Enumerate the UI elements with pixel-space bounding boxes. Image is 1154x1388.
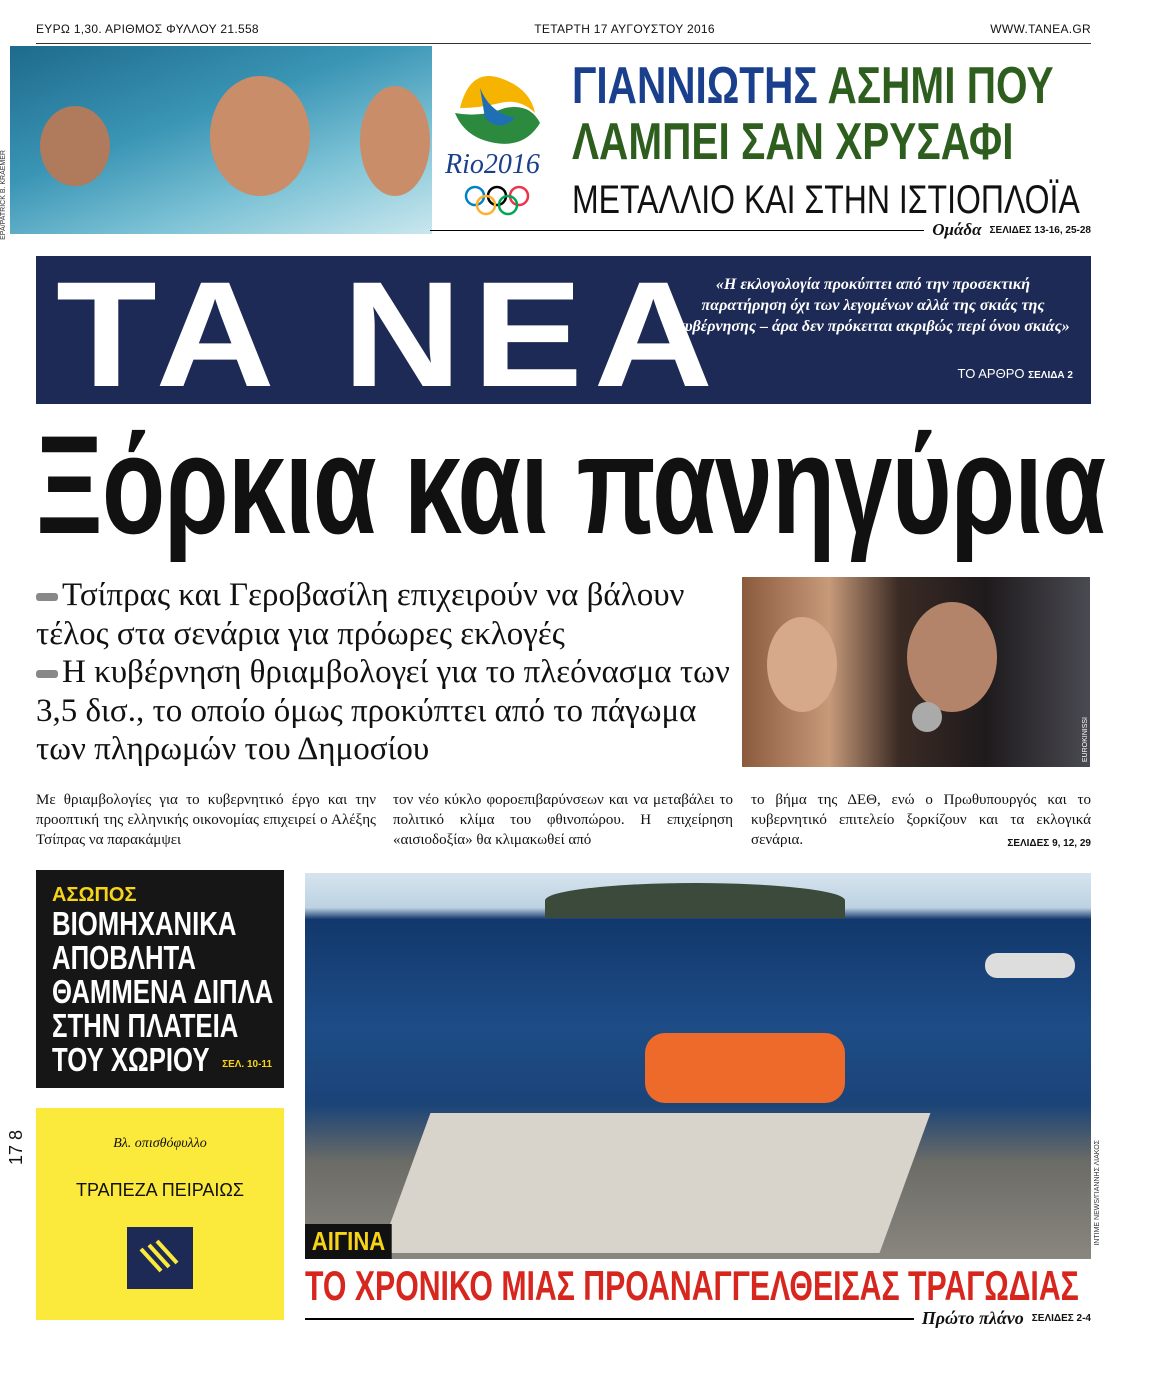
editorial-ref-page: ΣΕΛΙΔΑ 2: [1028, 370, 1073, 381]
asopos-pages: ΣΕΛ. 10-11: [222, 1059, 272, 1070]
aegina-section-ref[interactable]: [305, 1308, 1091, 1329]
bullet-dash-icon: [36, 593, 58, 601]
asopos-box[interactable]: [36, 870, 284, 1088]
divider: [305, 1318, 914, 1320]
sports-headline-name: ΓΙΑΝΝΙΩΤΗΣ: [572, 57, 818, 115]
microphone-icon: [912, 702, 942, 732]
bank-ad[interactable]: [36, 1108, 284, 1320]
island: [545, 883, 845, 918]
section-pages: ΣΕΛΙΔΕΣ 2-4: [1031, 1313, 1091, 1324]
asopos-line: ΤΟΥ ΧΩΡΙΟΥ: [52, 1041, 210, 1078]
asopos-line: ΑΠΟΒΛΗΤΑ: [52, 939, 196, 976]
photo-credit: EPA/PATRICK B. KRAEMER: [0, 150, 7, 240]
boat-wreck: [380, 1113, 931, 1253]
rio2016-logo: [440, 58, 555, 218]
asopos-kicker: ΑΣΩΠΟΣ: [52, 884, 137, 906]
rescue-boat: [985, 953, 1075, 978]
ad-bank-name: ΤΡΑΠΕΖΑ ΠΕΙΡΑΙΩΣ: [76, 1180, 244, 1200]
sports-headline-line2: ΛΑΜΠΕΙ ΣΑΝ ΧΡΥΣΑΦΙ: [572, 113, 1014, 171]
lead-body-col3: [751, 790, 1091, 854]
lead-pages: ΣΕΛΙΔΕΣ 9, 12, 29: [1007, 838, 1091, 849]
editorial-ref-label: ΤΟ ΑΡΘΡΟ: [957, 366, 1025, 381]
issue-date: ΤΕΤΑΡΤΗ 17 ΑΥΓΟΥΣΤΟΥ 2016: [534, 22, 715, 36]
sports-section-ref[interactable]: [430, 220, 1091, 240]
bullet-item: [36, 653, 736, 769]
main-headline[interactable]: Ξόρκια και πανηγύρια: [36, 406, 1106, 563]
asopos-line: ΘΑΜΜΕΝΑ ΔΙΠΛΑ: [52, 973, 274, 1010]
editorial-ref[interactable]: [958, 366, 1073, 381]
sports-headline[interactable]: [572, 58, 1054, 170]
lead-body-col2: τον νέο κύκλο φοροεπιβαρύνσεων και να μεταβάλει το πολιτικό κλίμα του φθινοπώρου. Η επιχείρηση «αισιοδοξία» θα κλιμακωθεί από: [393, 792, 733, 848]
lead-body-col3-text: το βήμα της ΔΕΘ, ενώ ο Πρωθυπουργός και το κυβερνητικό επιτελείο ξορκίζουν και τα εκλογικά σενάρια.: [751, 792, 1091, 848]
asopos-line: ΣΤΗΝ ΠΛΑΤΕΙΑ: [52, 1007, 239, 1044]
newspaper-title: ΤΑ ΝΕΑ: [56, 250, 724, 418]
sports-headline-rest: ΑΣΗΜΙ ΠΟΥ: [827, 57, 1054, 115]
ad-note: Βλ. οπισθόφυλλο: [113, 1136, 207, 1151]
swimmers-photo: [10, 46, 432, 234]
photo-credit: INTIME NEWS/ΓΙΑΝΝΗΣ ΛΙΑΚΟΣ: [1094, 1140, 1101, 1246]
photo-credit: EUROKINISSI: [1082, 716, 1089, 762]
bullet-text: Η κυβέρνηση θριαμβολογεί για το πλεόνασμα των 3,5 δισ., το οποίο όμως προκύπτει από το πάγωμα των πληρωμών του Δημοσίου: [36, 654, 730, 767]
section-name: Ομάδα: [932, 220, 982, 239]
piraeus-logo-icon: [127, 1227, 193, 1289]
editorial-quote: «Η εκλογολογία προκύπτει από την προσεκτική παρατήρηση όχι των λεγομένων αλλά της σκιάς της κυβέρνησης – άρα δεν πρόκειται ακριβώς περί όνου σκιάς»: [676, 276, 1070, 335]
aegina-label: ΑΙΓΙΝΑ: [305, 1224, 392, 1259]
sports-subhead: ΜΕΤΑΛΛΙΟ ΚΑΙ ΣΤΗΝ ΙΣΤΙΟΠΛΟΪΑ: [572, 178, 1080, 222]
tsipras-photo: [742, 577, 1090, 767]
lead-body-col1: Με θριαμβολογίες για το κυβερνητικό έργο και την προοπτική της ελληνικής οικονομίας επιχειρεί ο Αλέξης Τσίπρας να παρακάμψει: [36, 792, 376, 848]
side-code: 17 8: [6, 1130, 26, 1166]
life-jackets: [645, 1033, 845, 1103]
bullet-dash-icon: [36, 670, 58, 678]
price-issue: ΕΥΡΩ 1,30. ΑΡΙΘΜΟΣ ΦΥΛΛΟΥ 21.558: [36, 22, 259, 36]
section-pages: ΣΕΛΙΔΕΣ 13-16, 25-28: [989, 224, 1091, 236]
section-name: Πρώτο πλάνο: [921, 1308, 1024, 1328]
aegina-headline[interactable]: ΤΟ ΧΡΟΝΙΚΟ ΜΙΑΣ ΠΡΟΑΝΑΓΓΕΛΘΕΙΣΑΣ ΤΡΑΓΩΔΙΑΣ: [305, 1262, 1079, 1309]
divider: [430, 230, 924, 231]
rio-logo-text: Rio2016: [445, 149, 540, 180]
bullet-text: Τσίπρας και Γεροβασίλη επιχειρούν να βάλουν τέλος στα σενάρια για πρόωρες εκλογές: [36, 577, 685, 652]
masthead: [36, 250, 1091, 418]
asopos-line: ΒΙΟΜΗΧΑΝΙΚΑ: [52, 905, 237, 942]
website-link[interactable]: WWW.TANEA.GR: [990, 22, 1091, 36]
bullet-item: [36, 576, 736, 653]
top-info-line: [36, 22, 1091, 44]
lead-bullets: [36, 576, 736, 769]
aegina-boat-photo: [305, 873, 1091, 1259]
